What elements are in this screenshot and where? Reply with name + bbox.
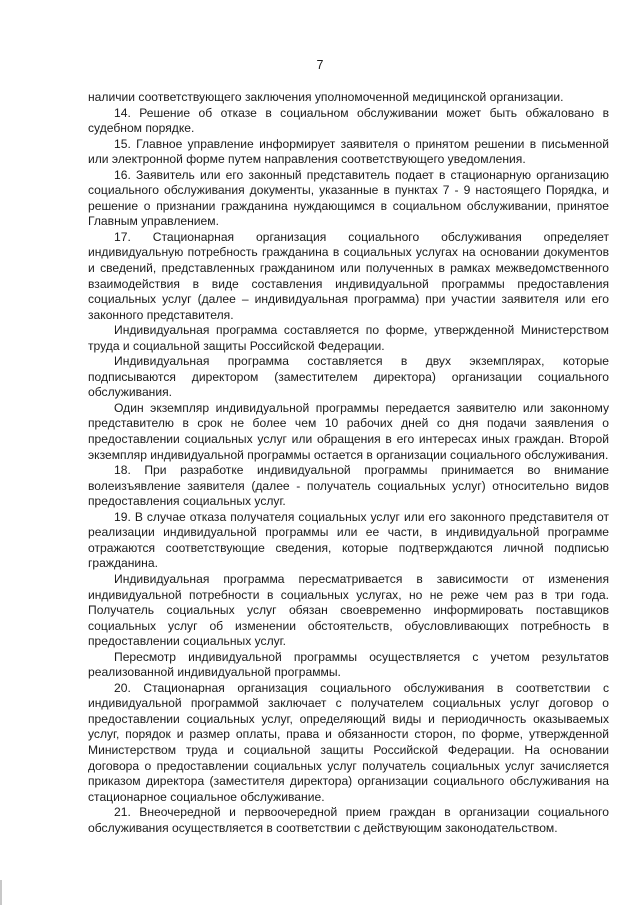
paragraph: 17. Стационарная организация социального обслуживания определяет индивидуальную потребность гражданина в социальных услугах на основании документов и сведений, представленных гражданином или полученных в рамках межведомственного взаимодействия в виде составления индивидуальной программы предоставления социальных услуг (далее – индивидуальная программа) при участии заявителя или его законного представителя. (88, 229, 609, 322)
paragraph: Индивидуальная программа пересматривается в зависимости от изменения индивидуальной потребности в социальных услугах, но не реже чем раз в три года. Получатель социальных услуг обязан своевременно информировать поставщиков социальных услуг об изменении обстоятельств, обусловливающих потребность в предоставлении социальных услуг. (88, 571, 609, 649)
scan-edge-mark (0, 880, 2, 905)
paragraph: наличии соответствующего заключения уполномоченной медицинской организации. (88, 90, 564, 104)
paragraph: 19. В случае отказа получателя социальных услуг или его законного представителя от реализации индивидуальной программы или ее части, в индивидуальной программе отражаются соответствующие сведения, которые подтверждаются личной подписью гражданина. (88, 509, 609, 571)
paragraph: Пересмотр индивидуальной программы осуществляется с учетом результатов реализованной индивидуальной программы. (88, 649, 609, 680)
paragraph: Индивидуальная программа составляется в двух экземплярах, которые подписываются директором (заместителем директора) организации социального обслуживания. (88, 354, 609, 400)
paragraph: 14. Решение об отказе в социальном обслуживании может быть обжаловано в судебном порядке. (88, 105, 609, 136)
paragraph: 21. Внеочередной и первоочередной прием граждан в организации социального обслуживания осуществляется в соответствии с действующим законодательством. (88, 805, 609, 835)
paragraph: 16. Заявитель или его законный представитель подает в стационарную организацию социального обслуживания документы, указанные в пунктах 7 - 9 настоящего Порядка, и решение о признании гражданина нуждающимся в социальном обслуживании, принятое Главным управлением. (88, 167, 609, 229)
paragraph: 18. При разработке индивидуальной программы принимается во внимание волеизъявление заявителя (далее - получатель социальных услуг) относительно видов предоставления социальных услуг. (88, 463, 609, 509)
paragraph: Индивидуальная программа составляется по форме, утвержденной Министерством труда и социальной защиты Российской Федерации. (88, 323, 609, 353)
paragraph: Один экземпляр индивидуальной программы передается заявителю или законному представителю в срок не более чем 10 рабочих дней со дня подачи заявления о предоставлении социальных услуг или обращения в его интересах иных граждан. Второй экземпляр индивидуальной программы остается в организации социального обслуживания. (88, 400, 609, 462)
document-body (88, 90, 609, 836)
paragraph: 15. Главное управление информирует заявителя о принятом решении в письменной или электронной форме путем направления соответствующего уведомления. (88, 136, 609, 167)
page-number: 7 (316, 58, 324, 72)
paragraph: 20. Стационарная организация социального обслуживания в соответствии с индивидуальной программой заключает с получателем социальных услуг договор о предоставлении социальных услуг, определяющий виды и периодичность оказываемых услуг, порядок и размер оплаты, права и обязанности сторон, по форме, утвержденной Министерством труда и социальной защиты Российской Федерации. На основании договора о предоставлении социальных услуг получатель социальных услуг зачисляется приказом директора (заместителя директора) организации социального обслуживания на стационарное социальное обслуживание. (88, 680, 609, 804)
